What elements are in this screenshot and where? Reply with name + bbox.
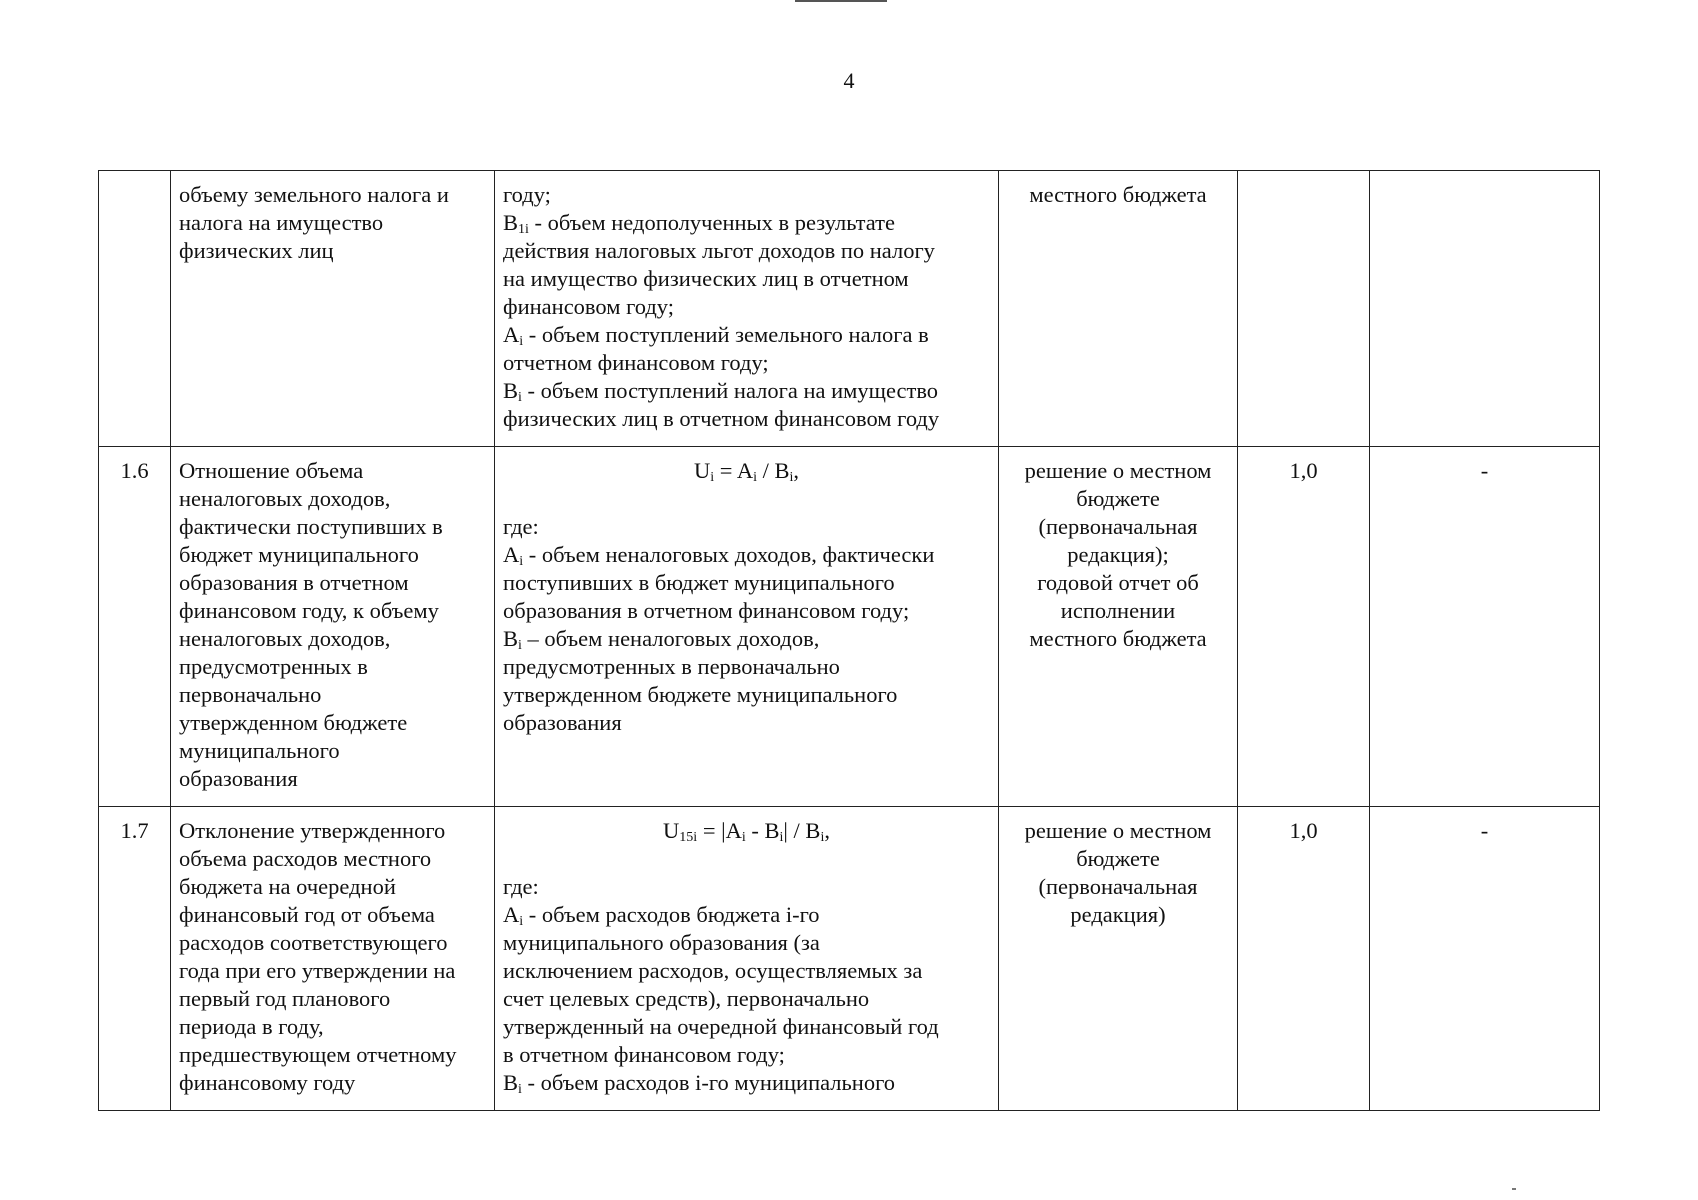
description-line: $B_{1i}$ - объем недополученных в результате bbox=[503, 210, 895, 237]
data-source-line: (первоначальная bbox=[1038, 514, 1198, 539]
description-line: на имущество физических лиц в отчетном bbox=[503, 266, 909, 291]
indicator-table bbox=[98, 170, 1600, 1111]
top-rule bbox=[795, 0, 887, 2]
indicator-name-line: финансовому году bbox=[179, 1070, 356, 1095]
description-line: $B_i$ – объем неналоговых доходов, bbox=[503, 626, 820, 653]
formula-description-cell bbox=[495, 807, 999, 1111]
indicator-name-line: неналоговых доходов, bbox=[179, 626, 391, 651]
indicator-name-cell bbox=[171, 171, 495, 447]
indicator-name-line: финансовом году, к объему bbox=[179, 598, 439, 623]
data-source-cell bbox=[999, 447, 1238, 807]
description-line: $B_i$ - объем поступлений налога на имущество bbox=[503, 378, 939, 405]
indicator-name-line: предшествующем отчетному bbox=[179, 1042, 457, 1067]
indicator-name-line: расходов соответствующего bbox=[179, 930, 448, 955]
description-line: $A_i$ - объем поступлений земельного налога в bbox=[503, 322, 929, 349]
indicator-name-line: бюджета на очередной bbox=[179, 874, 396, 899]
description-line: финансовом году; bbox=[503, 294, 675, 319]
indicator-name-cell bbox=[171, 447, 495, 807]
table-row bbox=[99, 447, 1600, 807]
table-row bbox=[99, 171, 1600, 447]
row-number-cell: 1.7 bbox=[99, 807, 171, 1111]
extra-cell bbox=[1370, 171, 1600, 447]
indicator-name-line: физических лиц bbox=[179, 238, 334, 263]
indicator-name-line: образования bbox=[179, 766, 298, 791]
description-line: $A_i$ - объем расходов бюджета i-го bbox=[503, 902, 820, 929]
indicator-name-line: Отклонение утвержденного bbox=[179, 818, 446, 843]
indicator-name-line: первоначально bbox=[179, 682, 322, 707]
formula: $U_i = A_i / B_i$, bbox=[693, 458, 799, 485]
description-line: образования bbox=[503, 710, 622, 735]
indicator-name-line: бюджет муниципального bbox=[179, 542, 419, 567]
table-row bbox=[99, 807, 1600, 1111]
subscript: i bbox=[519, 914, 524, 929]
subscript: i bbox=[779, 830, 784, 845]
description-line: муниципального образования (за bbox=[503, 930, 820, 955]
indicator-name-line: налога на имущество bbox=[179, 210, 384, 235]
indicator-name-line: образования в отчетном bbox=[179, 570, 409, 595]
description-line: поступивших в бюджет муниципального bbox=[503, 570, 895, 595]
indicator-name-line: муниципального bbox=[179, 738, 340, 763]
indicator-name-line: неналоговых доходов, bbox=[179, 486, 391, 511]
description-line: предусмотренных в первоначально bbox=[503, 654, 840, 679]
description-line: отчетном финансовом году; bbox=[503, 350, 769, 375]
data-source-line: решение о местном bbox=[1024, 818, 1212, 843]
scan-speck bbox=[1512, 1188, 1516, 1190]
subscript: i bbox=[820, 830, 825, 845]
subscript: i bbox=[519, 554, 524, 569]
indicator-name-line: предусмотренных в bbox=[179, 654, 368, 679]
data-source-line: бюджете bbox=[1076, 846, 1160, 871]
subscript: i bbox=[789, 470, 794, 485]
data-source-line: (первоначальная bbox=[1038, 874, 1198, 899]
indicator-name-line: года при его утверждении на bbox=[179, 958, 456, 983]
indicator-name-line: периода в году, bbox=[179, 1014, 324, 1039]
subscript: i bbox=[518, 390, 522, 405]
weight-cell bbox=[1238, 171, 1370, 447]
description-line: действия налоговых льгот доходов по налогу bbox=[503, 238, 935, 263]
subscript: i bbox=[519, 334, 524, 349]
description-line: $B_i$ - объем расходов i-го муниципального bbox=[503, 1070, 896, 1097]
extra-cell: - bbox=[1370, 807, 1600, 1111]
formula-description-cell bbox=[495, 171, 999, 447]
indicator-name-line: утвержденном бюджете bbox=[179, 710, 408, 735]
description-line: образования в отчетном финансовом году; bbox=[503, 598, 910, 623]
subscript: i bbox=[518, 638, 522, 653]
description-line: $A_i$ - объем неналоговых доходов, фактически bbox=[503, 542, 935, 569]
description-line: где: bbox=[503, 874, 539, 899]
page-number: 4 bbox=[843, 68, 855, 93]
formula-description-cell bbox=[495, 447, 999, 807]
row-number-cell bbox=[99, 171, 171, 447]
indicator-name-line: объема расходов местного bbox=[179, 846, 432, 871]
row-number-cell: 1.6 bbox=[99, 447, 171, 807]
data-source-line: редакция); bbox=[1067, 542, 1169, 567]
subscript: i bbox=[741, 830, 746, 845]
subscript: 1i bbox=[518, 222, 529, 237]
data-source-line: исполнении bbox=[1060, 598, 1176, 623]
indicator-name-line: объему земельного налога и bbox=[179, 182, 449, 207]
description-line: счет целевых средств), первоначально bbox=[503, 986, 870, 1011]
subscript: i bbox=[518, 1082, 522, 1097]
data-source-line: решение о местном bbox=[1024, 458, 1212, 483]
indicator-name-line: Отношение объема bbox=[179, 458, 364, 483]
formula: $U_{15i} = |A_i - B_i| / B_i$, bbox=[663, 818, 830, 845]
data-source-line: местного бюджета bbox=[1029, 626, 1207, 651]
indicator-name-line: финансовый год от объема bbox=[179, 902, 435, 927]
data-source-cell bbox=[999, 171, 1238, 447]
description-line: году; bbox=[503, 182, 551, 207]
weight-cell: 1,0 bbox=[1238, 447, 1370, 807]
description-line: где: bbox=[503, 514, 539, 539]
subscript: i bbox=[710, 470, 715, 485]
data-source-cell bbox=[999, 807, 1238, 1111]
indicator-name-cell bbox=[171, 807, 495, 1111]
data-source-line: редакция) bbox=[1070, 902, 1166, 927]
indicator-name-line: фактически поступивших в bbox=[179, 514, 443, 539]
subscript: 15i bbox=[679, 830, 698, 845]
data-source-line: годовой отчет об bbox=[1037, 570, 1199, 595]
description-line: утвержденном бюджете муниципального bbox=[503, 682, 898, 707]
indicator-name-line: первый год планового bbox=[179, 986, 391, 1011]
data-source-line: бюджете bbox=[1076, 486, 1160, 511]
description-line: в отчетном финансовом году; bbox=[503, 1042, 785, 1067]
description-line: физических лиц в отчетном финансовом году bbox=[503, 406, 940, 431]
description-line: утвержденный на очередной финансовый год bbox=[503, 1014, 939, 1039]
data-source-line: местного бюджета bbox=[1029, 182, 1207, 207]
description-line: исключением расходов, осуществляемых за bbox=[503, 958, 923, 983]
weight-cell: 1,0 bbox=[1238, 807, 1370, 1111]
subscript: i bbox=[753, 470, 757, 485]
extra-cell: - bbox=[1370, 447, 1600, 807]
